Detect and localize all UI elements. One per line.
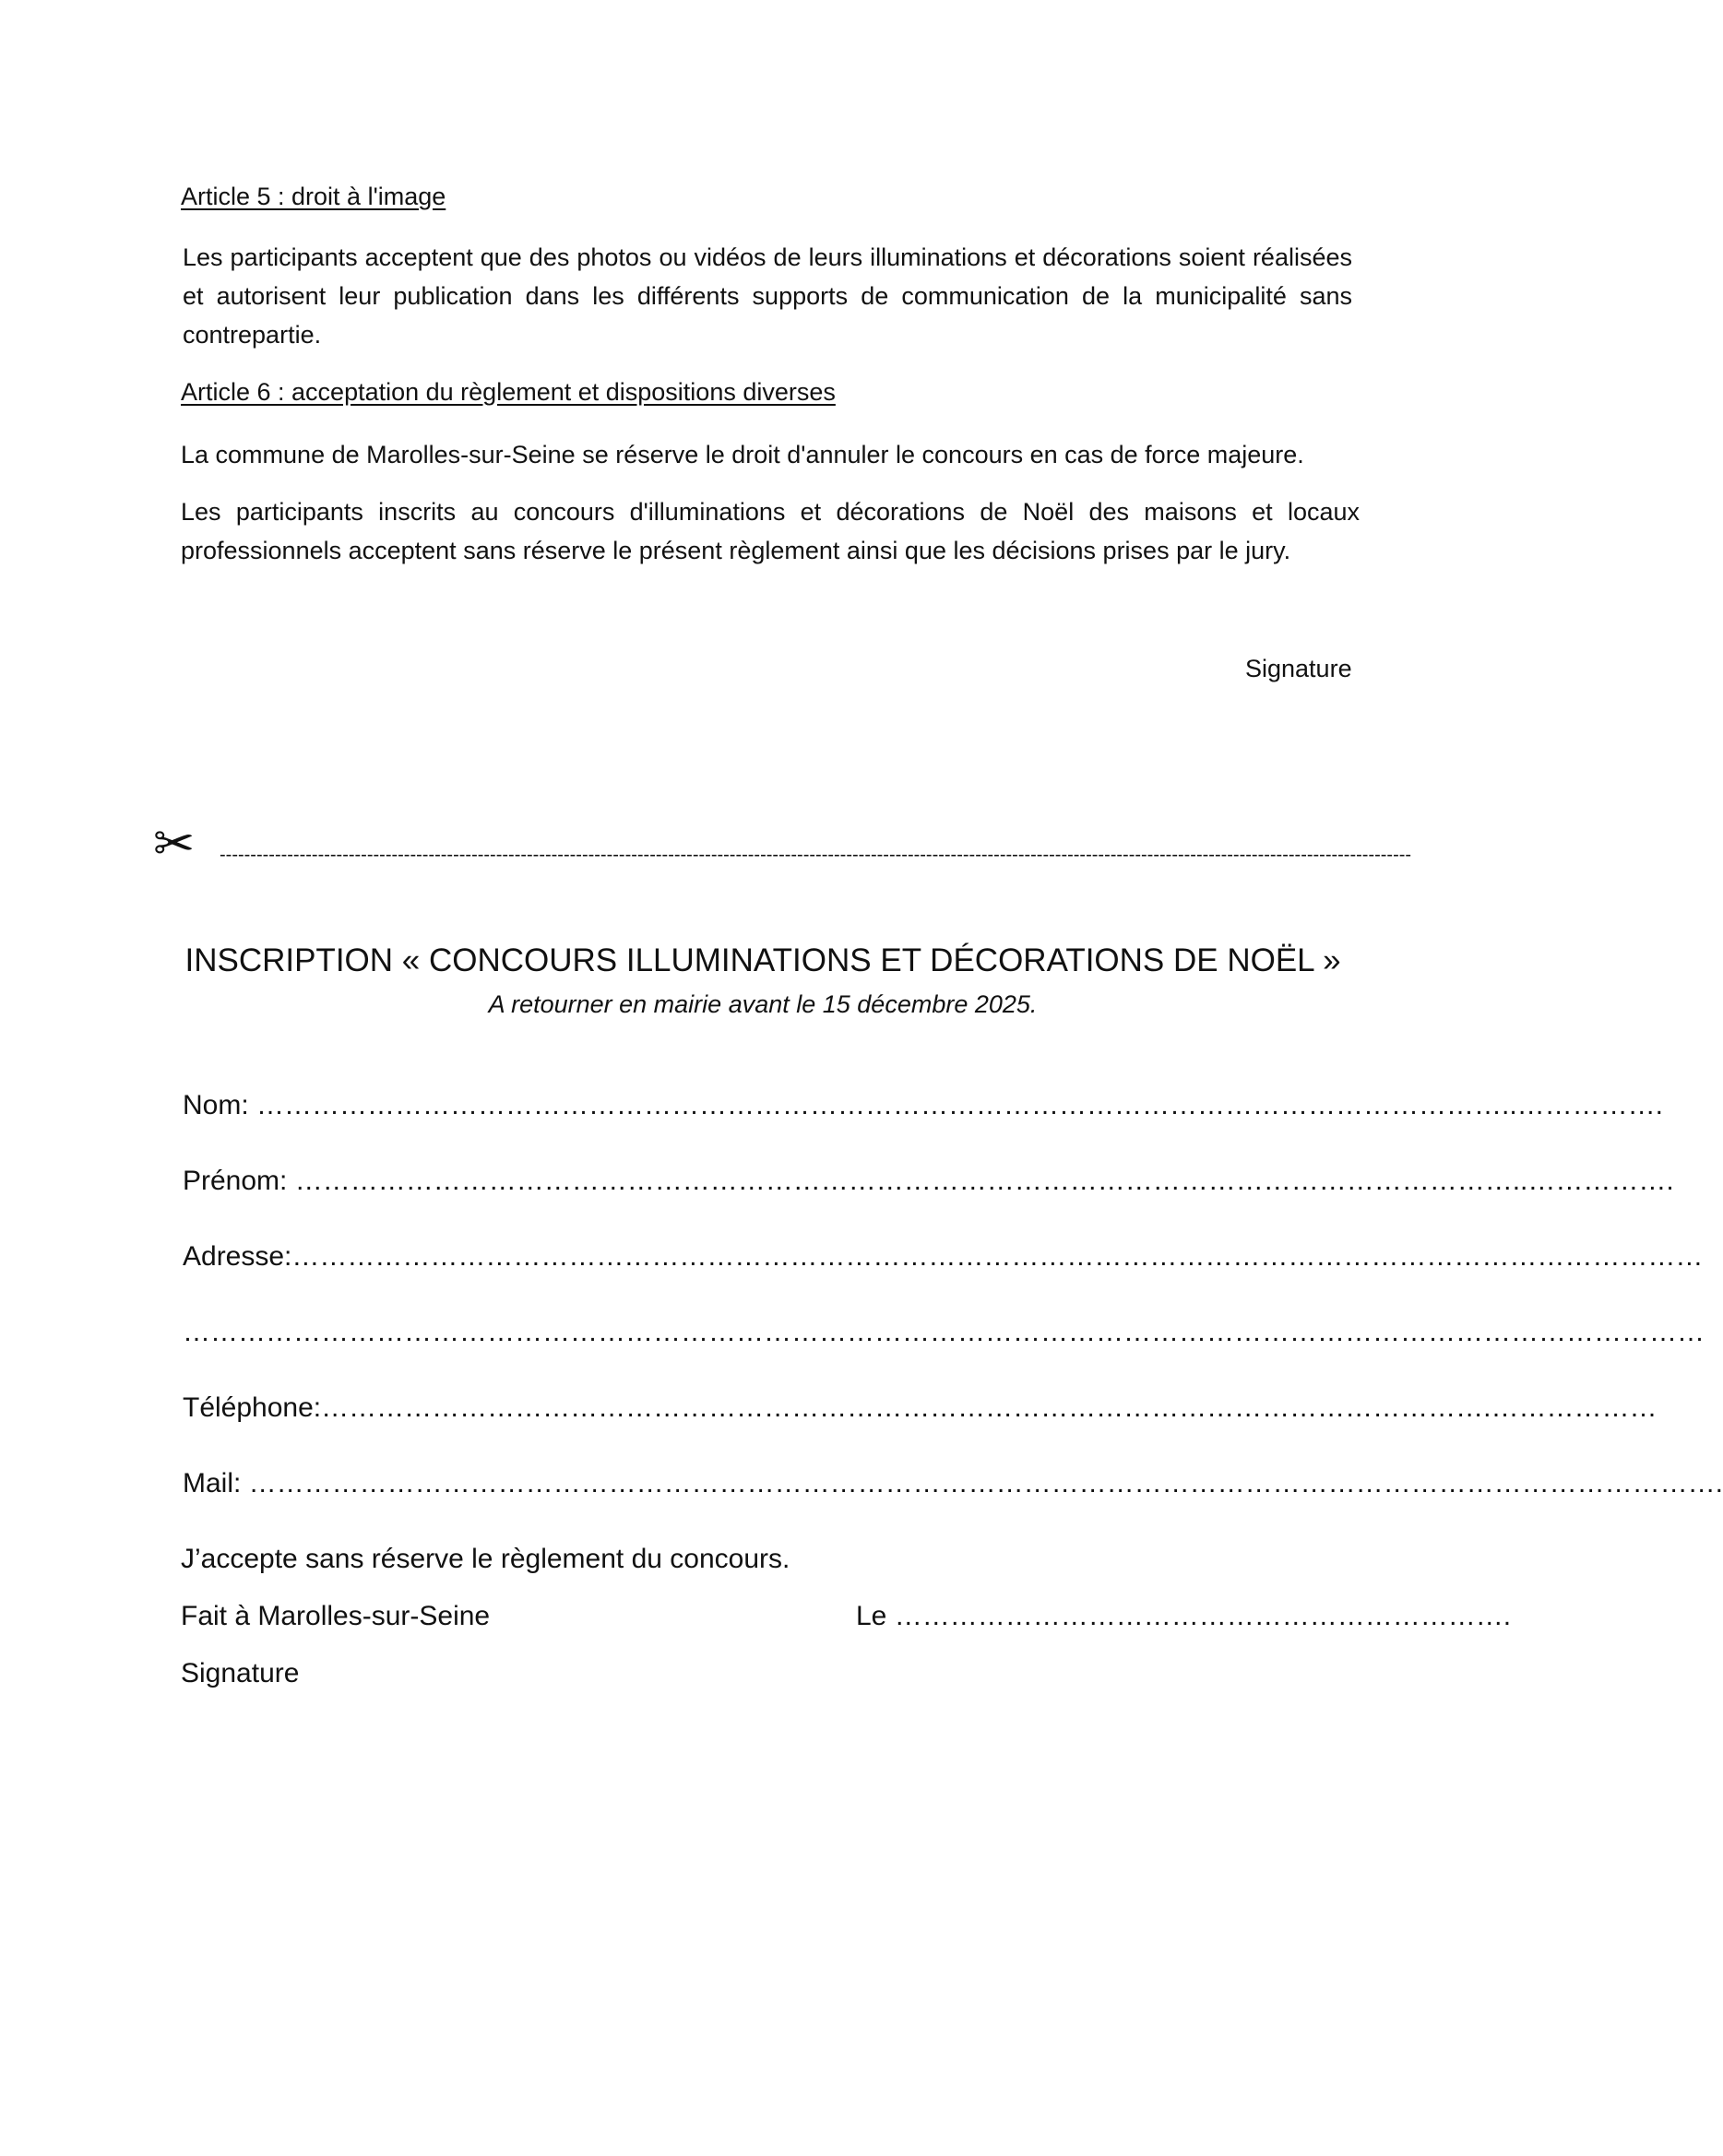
form-subtitle: A retourner en mairie avant le 15 décembre 2025. bbox=[488, 990, 1038, 1018]
field-telephone[interactable]: Téléphone:……………………………………………………………………………………………………………….……………… bbox=[183, 1392, 1658, 1423]
field-mail[interactable]: Mail: ……………………………………………………………………………………………………………………………………………. bbox=[183, 1468, 1723, 1499]
signature-label-bottom: Signature bbox=[181, 1658, 300, 1688]
article-6-paragraph-1: La commune de Marolles-sur-Seine se réserve le droit d'annuler le concours en cas de force majeure. bbox=[181, 441, 1304, 468]
field-adresse[interactable]: Adresse:……………………………………………………………………………………………………………………………………… bbox=[183, 1241, 1704, 1272]
article-6-heading: Article 6 : acceptation du règlement et dispositions diverses bbox=[181, 378, 836, 406]
cut-dashed-line: -------------------------------------------------------------------------------------------------------------------------------------------------------------------------------------------------- bbox=[220, 845, 1412, 865]
field-adresse-line-2[interactable]: ………………………………………………………………………………………………………………………………………………… bbox=[183, 1317, 1705, 1347]
scissors-icon: ✂ bbox=[153, 814, 196, 872]
place-label: Fait à Marolles-sur-Seine bbox=[181, 1601, 491, 1631]
article-6-paragraph-2: Les participants inscrits au concours d'illuminations et décorations de Noël des maisons et locaux professionnels acceptent sans réserve le présent règlement ainsi que les décisions prises par le jury. bbox=[181, 498, 1360, 564]
field-nom[interactable]: Nom: ………………………………………………………………………………………………………………………..……………. bbox=[183, 1090, 1664, 1120]
article-5-body: Les participants acceptent que des photos ou vidéos de leurs illuminations et décorations soient réalisées et autorisent leur publication dans les différents supports de communication de la municipalité sans contrepartie. bbox=[183, 243, 1352, 349]
acceptance-statement: J’accepte sans réserve le règlement du concours. bbox=[181, 1544, 790, 1574]
date-field[interactable]: Le …………………………………………………………. bbox=[856, 1601, 1512, 1631]
field-prenom[interactable]: Prénom: ……………………………………………………………………………………………………………………..……………. bbox=[183, 1166, 1674, 1196]
form-title: INSCRIPTION « CONCOURS ILLUMINATIONS ET DÉCORATIONS DE NOËL » bbox=[184, 942, 1341, 978]
signature-label-top: Signature bbox=[1245, 655, 1352, 682]
article-5-heading: Article 5 : droit à l'image bbox=[181, 183, 446, 210]
